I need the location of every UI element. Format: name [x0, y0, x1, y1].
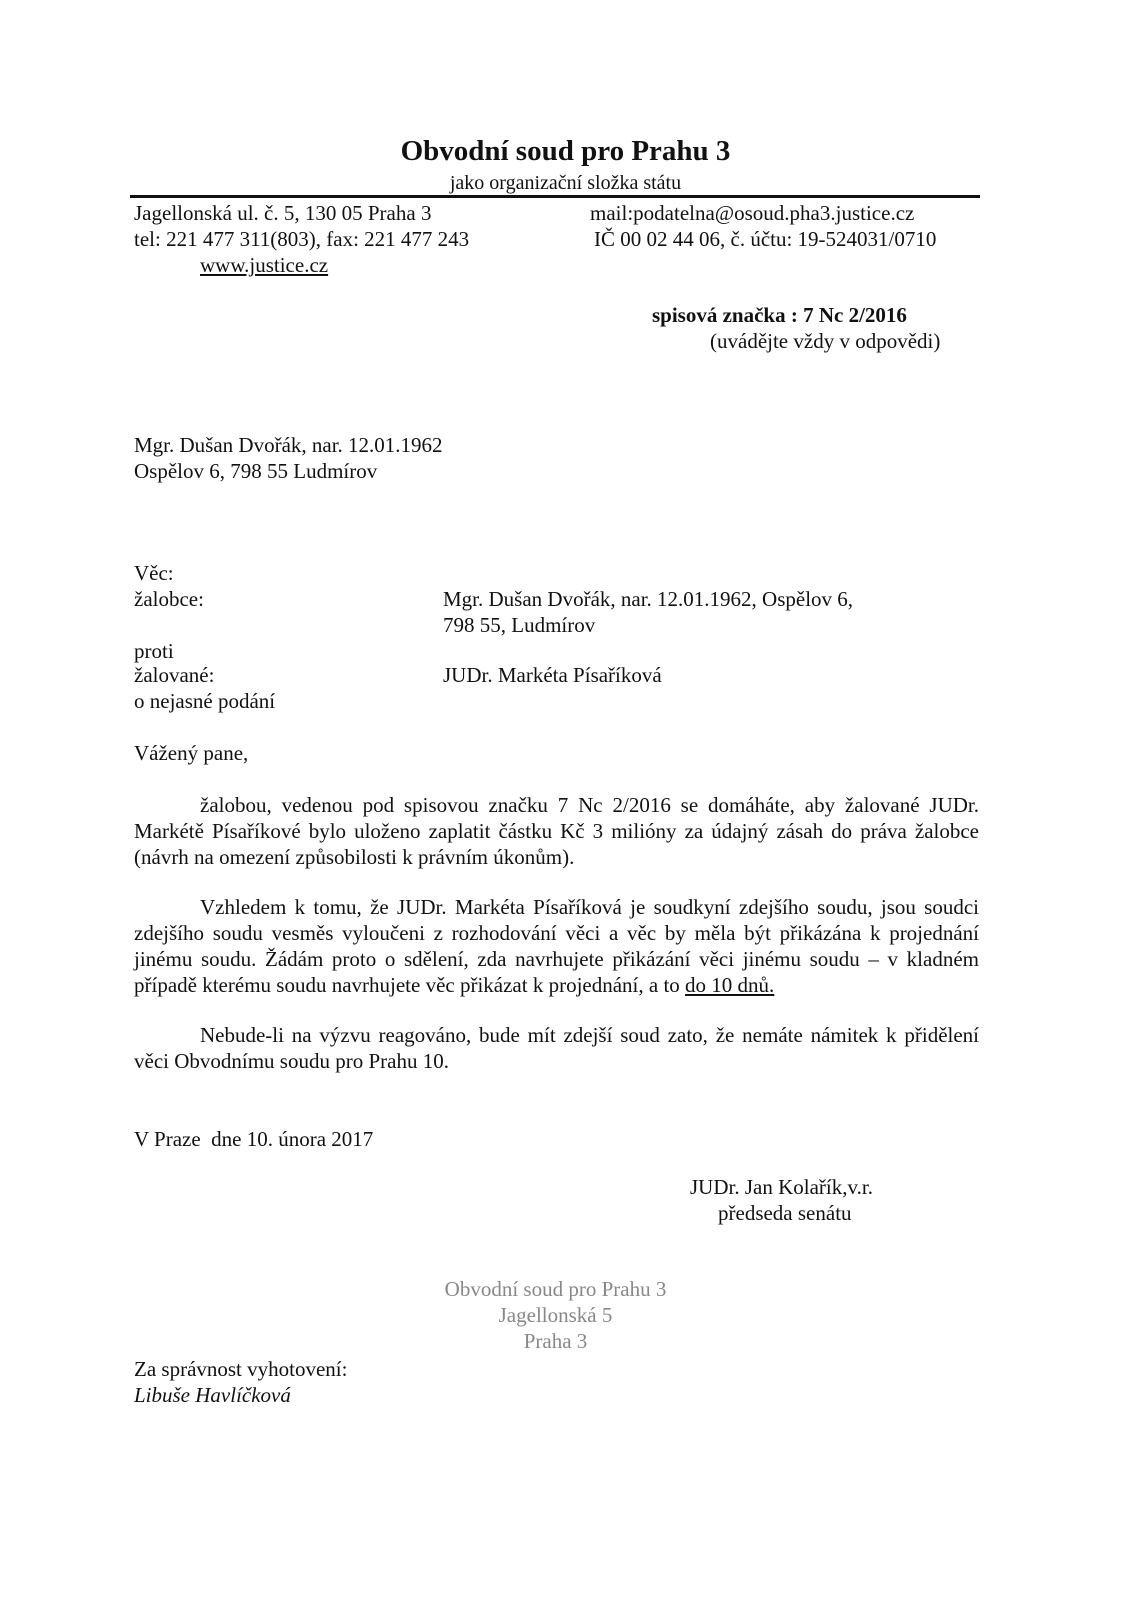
- plaintiff-value-line1: Mgr. Dušan Dvořák, nar. 12.01.1962, Ospělov 6,: [443, 587, 854, 611]
- court-stamp-line-2: Jagellonská 5: [498, 1303, 613, 1327]
- body-paragraph-3: Nebude-li na výzvu reagováno, bude mít zdejší soud zato, že nemáte námitek k přidělení věci Obvodnímu soudu pro Prahu 10.: [134, 1023, 979, 1073]
- body-paragraph-1: žalobou, vedenou pod spisovou značku 7 Nc 2/2016 se domáháte, aby žalované JUDr. Markétě Písaříkové bylo uloženo zaplatit částku Kč 3 milióny za údajný zásah do práva žalobce (návrh na omezení způsobilosti k právním úkonům).: [134, 793, 979, 869]
- court-name-heading: Obvodní soud pro Prahu 3: [400, 135, 731, 167]
- court-stamp-line-1: Obvodní soud pro Prahu 3: [444, 1277, 667, 1301]
- recipient-address: Ospělov 6, 798 55 Ludmírov: [134, 459, 378, 483]
- body-paragraph-2: [134, 894, 979, 998]
- certification-name: Libuše Havlíčková: [134, 1383, 291, 1407]
- place-and-date: V Praze dne 10. února 2017: [134, 1127, 374, 1151]
- court-phone-fax: tel: 221 477 311(803), fax: 221 477 243: [134, 227, 470, 251]
- signatory-role: předseda senátu: [718, 1201, 852, 1225]
- certification-label: Za správnost vyhotovení:: [134, 1357, 348, 1381]
- against-label: proti: [134, 639, 174, 663]
- header-divider: [130, 195, 980, 198]
- court-email[interactable]: mail:podatelna@osoud.pha3.justice.cz: [590, 201, 915, 225]
- signatory-name: JUDr. Jan Kolařík,v.r.: [690, 1175, 873, 1199]
- plaintiff-label: žalobce:: [134, 587, 204, 611]
- case-number: spisová značka : 7 Nc 2/2016: [652, 303, 907, 327]
- court-address: Jagellonská ul. č. 5, 130 05 Praha 3: [134, 201, 432, 225]
- case-number-note: (uvádějte vždy v odpovědi): [710, 329, 941, 353]
- court-subtitle: jako organizační složka státu: [449, 172, 682, 194]
- matter-label: Věc:: [134, 561, 174, 585]
- defendant-label: žalované:: [134, 663, 215, 687]
- defendant-value: JUDr. Markéta Písaříková: [443, 663, 662, 687]
- court-stamp-line-3: Praha 3: [523, 1329, 588, 1353]
- recipient-name: Mgr. Dušan Dvořák, nar. 12.01.1962: [134, 433, 443, 457]
- response-deadline: do 10 dnů.: [685, 973, 775, 997]
- plaintiff-value-line2: 798 55, Ludmírov: [443, 613, 596, 637]
- salutation: Vážený pane,: [134, 741, 249, 765]
- court-ico-account: IČ 00 02 44 06, č. účtu: 19-524031/0710: [594, 227, 937, 251]
- body-paragraph-2-text: Vzhledem k tomu, že JUDr. Markéta Písaříková je soudkyní zdejšího soudu, jsou soudci zdejšího soudu vesměs vyloučeni z rozhodování věci a věc by měla být přikázána k projednání jinému soudu. Žádám proto o sdělení, zda navrhujete přikázání věci jinému soudu – v kladném případě kterému soudu navrhujete věc přikázat k projednání, a to: [134, 895, 979, 997]
- court-website-link[interactable]: www.justice.cz: [200, 253, 329, 277]
- matter-subject: o nejasné podání: [134, 689, 276, 713]
